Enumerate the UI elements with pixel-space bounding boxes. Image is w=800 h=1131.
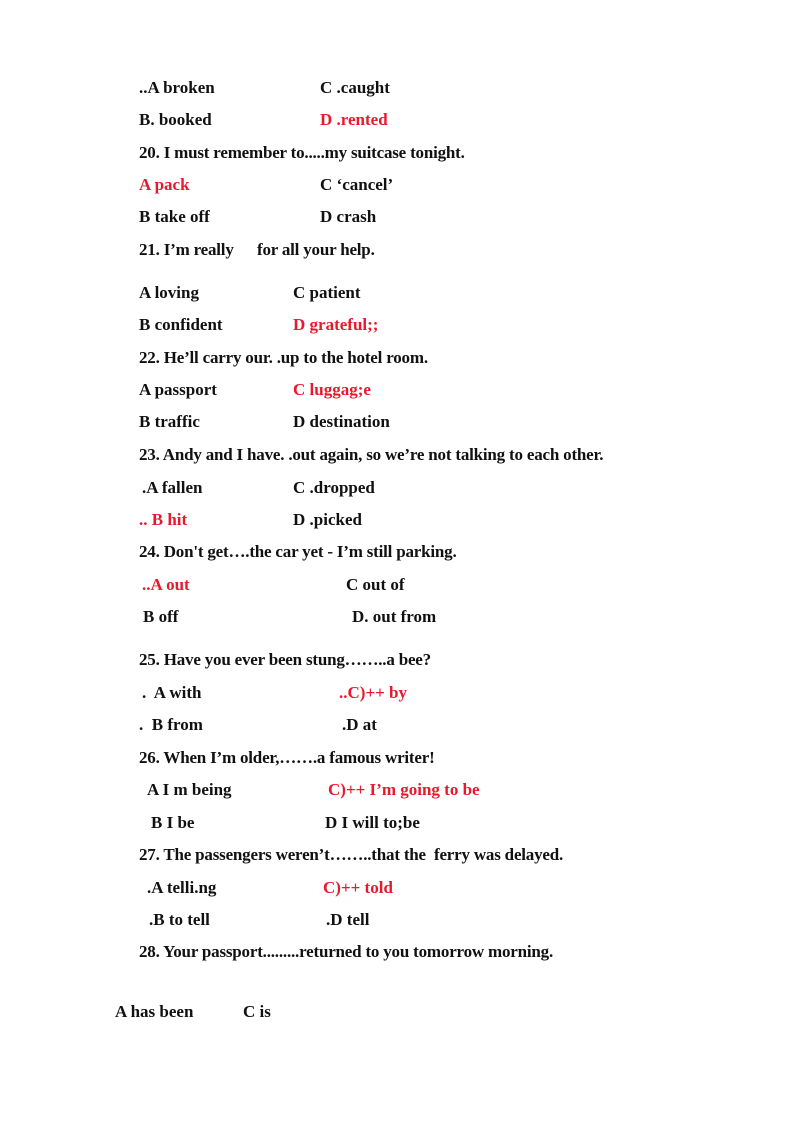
q27-question: 27. The passengers weren’t……..that the ferry was delayed. — [139, 845, 564, 864]
q22-option-d: D destination — [293, 412, 390, 431]
q23-option-a: .A fallen — [142, 478, 203, 497]
q19-option-d-answer: D .rented — [320, 110, 388, 129]
q23-option-b-answer: .. B hit — [139, 510, 188, 529]
q19-option-b: B. booked — [139, 110, 212, 129]
q26-option-a: A I m being — [147, 780, 232, 799]
q26-question: 26. When I’m older,…….a famous writer! — [139, 748, 435, 767]
q26-option-b: B I be — [151, 813, 195, 832]
q25-option-d: .D at — [342, 715, 377, 734]
q25-question: 25. Have you ever been stung……..a bee? — [139, 650, 431, 669]
q28-question: 28. Your passport.........returned to you tomorrow morning. — [139, 942, 553, 961]
q25-option-c-answer: ..C)++ by — [339, 683, 408, 702]
q23-question: 23. Andy and I have. .out again, so we’re not talking to each other. — [139, 445, 604, 464]
q20-question: 20. I must remember to.....my suitcase tonight. — [139, 143, 465, 162]
q26-option-d: D I will to;be — [325, 813, 420, 832]
q22-question: 22. He’ll carry our. .up to the hotel room. — [139, 348, 428, 367]
q20-option-a-answer: A pack — [139, 175, 190, 194]
q19-option-a: ..A broken — [139, 78, 215, 97]
q23-option-c: C .dropped — [293, 478, 375, 497]
q20-option-d: D crash — [320, 207, 377, 226]
q22-option-b: B traffic — [139, 412, 200, 431]
q21-option-c: C patient — [293, 283, 361, 302]
q24-option-d: D. out from — [352, 607, 437, 626]
q23-option-d: D .picked — [293, 510, 362, 529]
q26-option-c-answer: C)++ I’m going to be — [328, 780, 480, 799]
q24-option-b: B off — [143, 607, 179, 626]
q28-option-c: C is — [243, 1002, 271, 1021]
q25-option-a: . A with — [142, 683, 202, 702]
q24-question: 24. Don't get….the car yet - I’m still parking. — [139, 542, 457, 561]
q20-option-b: B take off — [139, 207, 210, 226]
q24-option-c: C out of — [346, 575, 405, 594]
q24-option-a-answer: ..A out — [142, 575, 190, 594]
q21-option-b: B confident — [139, 315, 223, 334]
q19-option-c: C .caught — [320, 78, 390, 97]
q22-option-c-answer: C luggag;e — [293, 380, 371, 399]
q28-option-a: A has been — [115, 1002, 194, 1021]
q20-option-c: C ‘cancel’ — [320, 175, 394, 194]
q21-question-start: 21. I’m really — [139, 240, 234, 259]
q21-option-a: A loving — [139, 283, 199, 302]
q25-option-b: . B from — [139, 715, 203, 734]
q22-option-a: A passport — [139, 380, 217, 399]
q27-option-b: .B to tell — [149, 910, 210, 929]
q27-option-a: .A telli.ng — [147, 878, 217, 897]
q27-option-d: .D tell — [326, 910, 370, 929]
q21-question-end: for all your help. — [257, 240, 375, 259]
q27-option-c-answer: C)++ told — [323, 878, 393, 897]
q21-option-d-answer: D grateful;; — [293, 315, 379, 334]
